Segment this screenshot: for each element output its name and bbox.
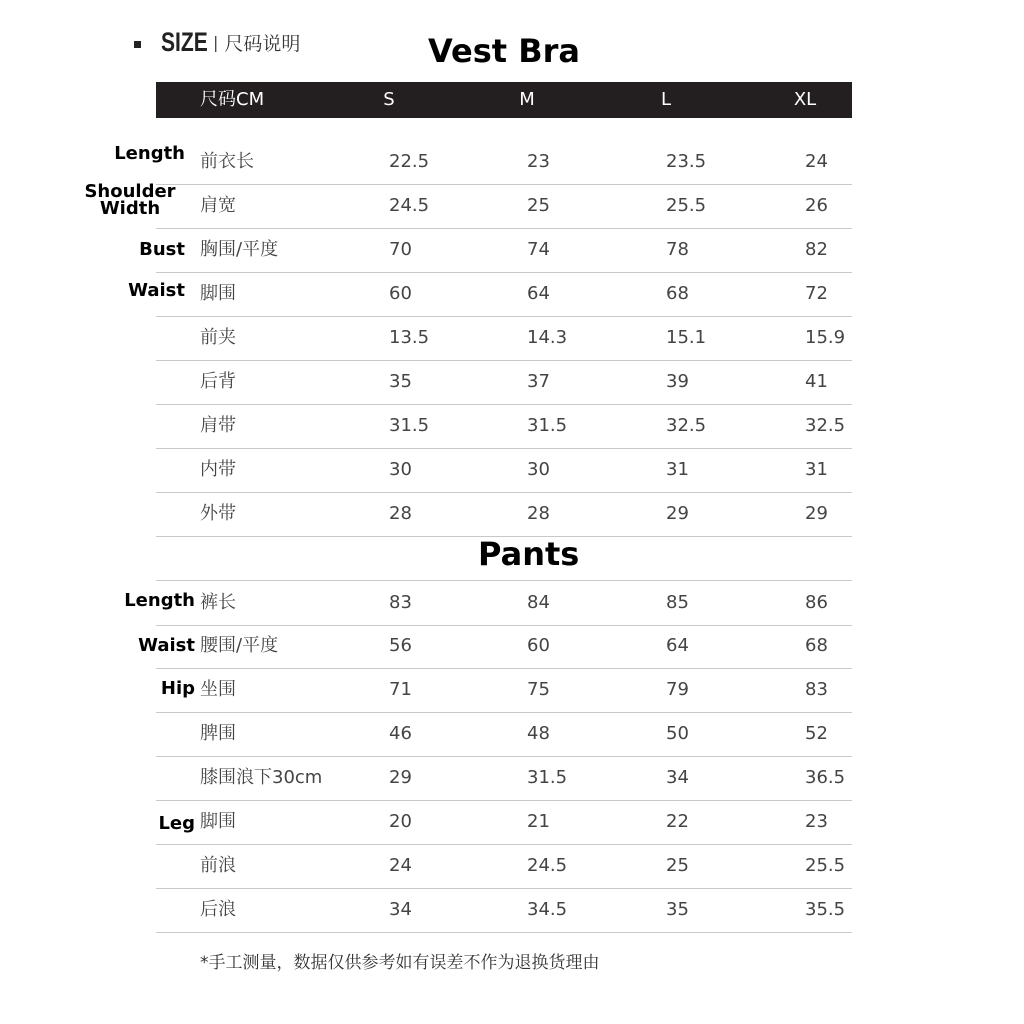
table-row: 裤长 83 84 85 86	[156, 580, 852, 626]
row-label: 内带	[200, 459, 236, 480]
row-label: 裤长	[200, 592, 236, 613]
table-row: 肩宽 24.5 25 25.5 26	[156, 184, 852, 229]
table-row: 前衣长 22.5 23 23.5 24	[156, 140, 852, 185]
table-row: 肩带 31.5 31.5 32.5 32.5	[156, 404, 852, 449]
table-row: 后背 35 37 39 41	[156, 360, 852, 405]
bullet-icon	[134, 41, 141, 48]
header-unit-label: 尺码CM	[200, 89, 265, 110]
english-row-label: Leg	[158, 813, 195, 834]
table-row: 膝围浪下30cm 29 31.5 34 36.5	[156, 756, 852, 801]
row-label: 膝围浪下30cm	[200, 767, 323, 788]
row-label: 后背	[200, 371, 236, 392]
row-label: 肩宽	[200, 195, 236, 216]
row-label: 前夹	[200, 327, 236, 348]
size-word: SIZE	[161, 26, 208, 57]
table-row: 坐围 71 75 79 83	[156, 668, 852, 713]
english-row-label: Waist	[128, 280, 185, 301]
size-caption: 尺码说明	[224, 32, 301, 55]
table-row: 外带 28 28 29 29	[156, 492, 852, 537]
english-row-label: Length	[124, 590, 195, 611]
table-row: 前夹 13.5 14.3 15.1 15.9	[156, 316, 852, 361]
row-label: 脾围	[200, 723, 236, 744]
row-label: 外带	[200, 503, 236, 524]
table-row: 前浪 24 24.5 25 25.5	[156, 844, 852, 889]
row-label: 前浪	[200, 855, 236, 876]
row-label: 后浪	[200, 899, 236, 920]
english-row-label: Length	[114, 143, 185, 164]
header-size-m: M	[519, 89, 535, 110]
header-size-l: L	[660, 89, 672, 110]
header-size-xl: XL	[793, 89, 817, 110]
table-row: 脚围 20 21 22 23	[156, 800, 852, 845]
size-separator: |	[213, 32, 219, 52]
table-row: 胸围/平度 70 74 78 82	[156, 228, 852, 273]
table-row: 后浪 34 34.5 35 35.5	[156, 888, 852, 933]
row-label: 前衣长	[200, 151, 254, 172]
pants-title: Pants	[478, 535, 580, 573]
row-label: 脚围	[200, 811, 236, 832]
header-size-s: S	[383, 89, 395, 110]
vest-bra-title: Vest Bra	[428, 32, 580, 70]
english-row-label: Bust	[139, 239, 185, 260]
table-row: 内带 30 30 31 31	[156, 448, 852, 493]
row-label: 胸围/平度	[200, 239, 279, 260]
row-label: 肩带	[200, 415, 236, 436]
measurement-note: *手工测量，数据仅供参考如有误差不作为退换货理由	[200, 953, 600, 973]
english-row-label: Shoulder Width	[84, 181, 176, 219]
table-row: 腰围/平度 56 60 64 68	[156, 624, 852, 669]
table-row: 脚围 60 64 68 72	[156, 272, 852, 317]
english-row-label: Waist	[138, 635, 195, 656]
english-row-label: Hip	[160, 678, 195, 699]
size-table-header	[156, 82, 852, 118]
table-row: 脾围 46 48 50 52	[156, 712, 852, 757]
row-label: 脚围	[200, 283, 236, 304]
size-header	[134, 22, 300, 62]
row-label: 坐围	[200, 679, 236, 700]
row-label: 腰围/平度	[200, 635, 279, 656]
